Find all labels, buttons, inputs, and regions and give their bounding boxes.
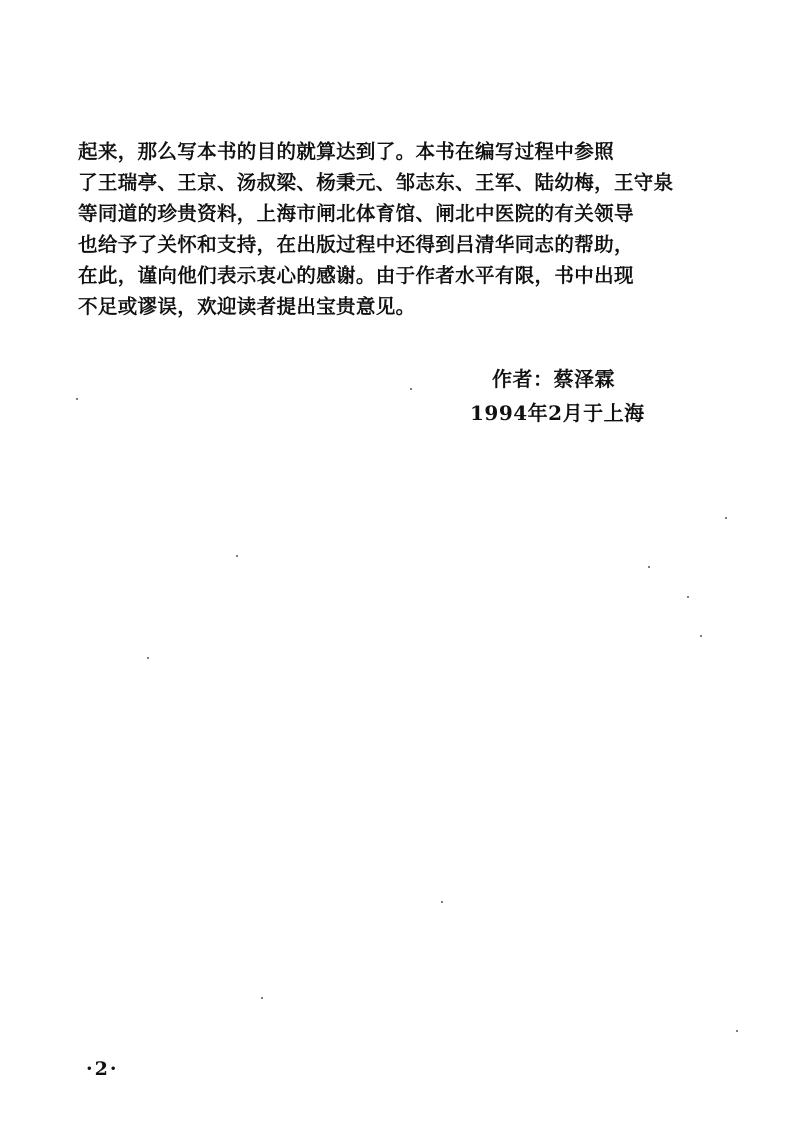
- page-number: ·2·: [86, 1058, 119, 1080]
- scan-speck: [700, 635, 702, 637]
- date-location: 1994年2月于上海: [470, 401, 645, 425]
- scan-speck: [236, 555, 238, 557]
- paragraph-line: 也给予了关怀和支持，在出版过程中还得到吕清华同志的帮助，: [78, 233, 634, 256]
- paragraph-line: 起来，那么写本书的目的就算达到了。本书在编写过程中参照: [78, 140, 614, 163]
- scan-speck: [687, 596, 689, 598]
- scan-speck: [147, 657, 149, 659]
- scan-speck: [648, 566, 650, 568]
- scan-speck: [725, 517, 727, 519]
- paragraph-line: 不足或谬误，欢迎读者提出宝贵意见。: [78, 295, 416, 318]
- paragraph-line: 等同道的珍贵资料，上海市闸北体育馆、闸北中医院的有关领导: [78, 202, 634, 225]
- scan-speck: [261, 997, 263, 999]
- paragraph-line: 了王瑞亭、王京、汤叔梁、杨秉元、邹志东、王军、陆幼梅，王守泉: [78, 171, 674, 194]
- scan-speck: [736, 1030, 738, 1032]
- scan-speck: [76, 398, 78, 400]
- preface-paragraph: [78, 136, 738, 322]
- scan-speck: [441, 901, 443, 903]
- author-signature: 作者：蔡泽霖: [492, 367, 615, 391]
- scan-speck: [410, 388, 412, 390]
- paragraph-line: 在此，谨向他们表示衷心的感谢。由于作者水平有限，书中出现: [78, 264, 634, 287]
